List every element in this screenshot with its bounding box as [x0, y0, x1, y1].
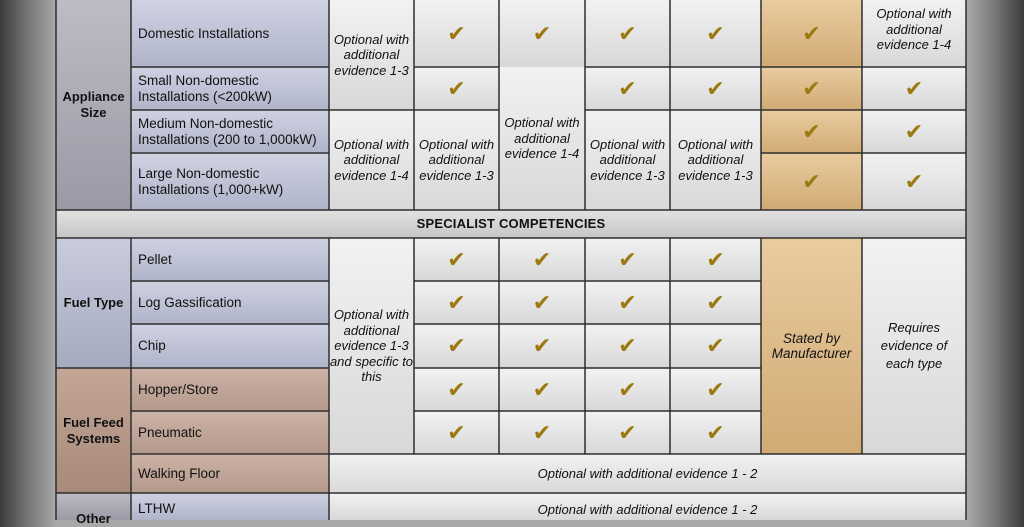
- check-col4-hopper: ✔: [585, 368, 670, 411]
- group-label: Appliance Size: [62, 89, 125, 120]
- row-small-label: Small Non-domestic Installations (<200kW): [131, 67, 329, 110]
- check-col3-hopper: ✔: [499, 368, 585, 411]
- note-col6-stated: Stated by Manufacturer: [761, 238, 862, 454]
- check-col4-log: ✔: [585, 281, 670, 324]
- check-col5-pellet: ✔: [670, 238, 761, 281]
- row-medium-label: Medium Non-domestic Installations (200 to 1,000kW): [131, 110, 329, 153]
- group-other-label: Other: [76, 511, 111, 526]
- row-pellet-label: Pellet: [131, 238, 329, 281]
- group-fuel-type: Fuel Type: [56, 238, 131, 368]
- check-col7-large: ✔: [862, 153, 966, 210]
- group-fuel-feed: Fuel Feed Systems: [56, 368, 131, 493]
- check-col6-domestic: ✔: [761, 0, 862, 67]
- check-col6-small: ✔: [761, 67, 862, 110]
- row-domestic-label: Domestic Installations: [131, 0, 329, 67]
- check-col5-chip: ✔: [670, 324, 761, 368]
- row-walking-label: Walking Floor: [131, 454, 329, 493]
- row-hopper-label: Hopper/Store: [131, 368, 329, 411]
- check-col4-pneumatic: ✔: [585, 411, 670, 454]
- check-col4-small: ✔: [585, 67, 670, 110]
- check-col3-pneumatic: ✔: [499, 411, 585, 454]
- check-col2-chip: ✔: [414, 324, 499, 368]
- check-col2-small: ✔: [414, 67, 499, 110]
- check-col5-hopper: ✔: [670, 368, 761, 411]
- check-col2-pneumatic: ✔: [414, 411, 499, 454]
- check-col3-domestic: ✔: [499, 0, 585, 67]
- check-col2-hopper: ✔: [414, 368, 499, 411]
- row-log-label: Log Gassification: [131, 281, 329, 324]
- note-col1-domestic: Optional with additional evidence 1-3: [329, 0, 414, 110]
- check-col6-large: ✔: [761, 153, 862, 210]
- check-col7-medium: ✔: [862, 110, 966, 153]
- check-col6-medium: ✔: [761, 110, 862, 153]
- row-pneumatic-label: Pneumatic: [131, 411, 329, 454]
- note-col5-medium-large: Optional with additional evidence 1-3: [670, 110, 761, 210]
- note-col7-requires: Requires evidence of each type: [862, 238, 966, 454]
- check-col2-log: ✔: [414, 281, 499, 324]
- check-col4-pellet: ✔: [585, 238, 670, 281]
- check-col2-pellet: ✔: [414, 238, 499, 281]
- note-col4-medium-large: Optional with additional evidence 1-3: [585, 110, 670, 210]
- note-lthw-text: Optional with additional evidence 1 - 2: [537, 501, 758, 517]
- check-col5-domestic: ✔: [670, 0, 761, 67]
- row-lthw-text: LTHW: [138, 501, 176, 516]
- note-col1-medium-large: Optional with additional evidence 1-4: [329, 110, 414, 210]
- check-col5-log: ✔: [670, 281, 761, 324]
- check-col3-pellet: ✔: [499, 238, 585, 281]
- check-col2-domestic: ✔: [414, 0, 499, 67]
- row-chip-label: Chip: [131, 324, 329, 368]
- check-col5-pneumatic: ✔: [670, 411, 761, 454]
- note-col2-medium-large: Optional with additional evidence 1-3: [414, 110, 499, 210]
- note-col3-small-large: Optional with additional evidence 1-4: [499, 67, 585, 210]
- note-col7-domestic: Optional with additional evidence 1-4: [862, 0, 966, 67]
- section-band: SPECIALIST COMPETENCIES: [56, 210, 966, 238]
- note-walking-floor: Optional with additional evidence 1 - 2: [329, 454, 966, 493]
- check-col7-small: ✔: [862, 67, 966, 110]
- check-col3-log: ✔: [499, 281, 585, 324]
- check-col4-domestic: ✔: [585, 0, 670, 67]
- check-col3-chip: ✔: [499, 324, 585, 368]
- check-col4-chip: ✔: [585, 324, 670, 368]
- row-large-label: Large Non-domestic Installations (1,000+kW): [131, 153, 329, 210]
- check-col5-small: ✔: [670, 67, 761, 110]
- note-col1-fuel: Optional with additional evidence 1-3 and specific to this: [329, 238, 414, 454]
